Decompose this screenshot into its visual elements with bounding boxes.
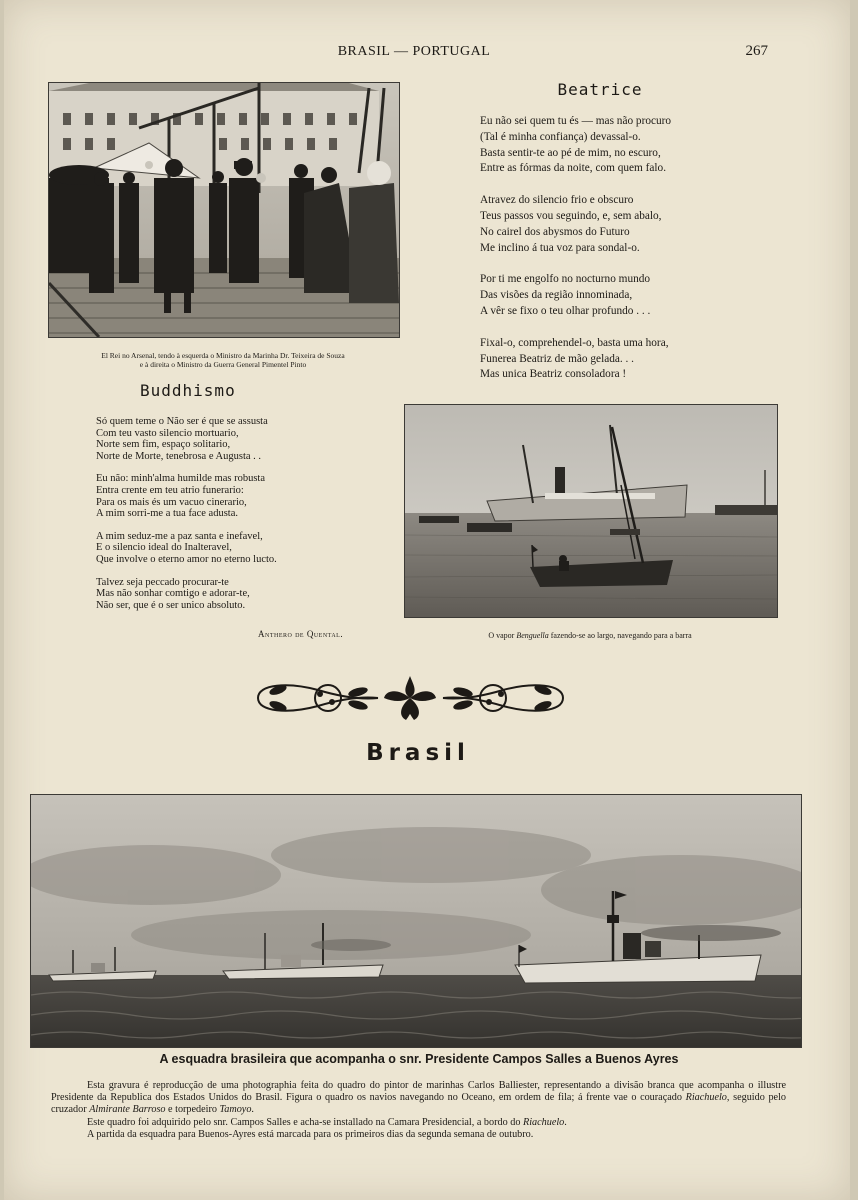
photo-king-caption: [48, 351, 398, 369]
article-text: , seguido pelo cruzador: [51, 1092, 786, 1116]
poem-line: Norte sem fim, espaço solitario,: [96, 439, 231, 451]
poem-title-beatrice: Beatrice: [557, 80, 643, 99]
poem-stanza: [480, 272, 740, 319]
poem-signature: Anthero de Quental.: [258, 629, 344, 639]
article-text: .: [564, 1116, 567, 1128]
floral-ornament-icon: [248, 670, 573, 726]
squadron-caption: A esquadra brasileira que acompanha o snr. Presidente Campos Salles a Buenos Ayres: [159, 1052, 679, 1066]
poem-line: Entra crente em teu atrio funerario:: [96, 484, 244, 496]
photo-brazilian-squadron: [30, 794, 802, 1048]
ship-name: Tamoyo: [219, 1104, 252, 1116]
photo-steamer-benguella: [404, 404, 778, 618]
article-text: Este quadro foi adquirido pelo snr. Campos Salles e acha-se installado na Camara Presidencial, a bordo do: [87, 1116, 523, 1128]
page-number: 267: [745, 43, 768, 59]
arsenal-scene-illustration: [49, 83, 399, 337]
harbour-scene-illustration: [405, 405, 777, 617]
poem-line: Eu não sei quem tu és — mas não procuro: [480, 115, 672, 127]
ship-name: Riachuelo: [685, 1092, 727, 1104]
magazine-page: [4, 0, 850, 1200]
poem-stanza: [96, 473, 356, 519]
squadron-painting-illustration: [31, 795, 801, 1047]
ship-name: Riachuelo: [522, 1116, 565, 1128]
poem-beatrice: [480, 114, 740, 399]
caption-line-2: e à direita o Ministro da Guerra General Pimentel Pinto: [139, 360, 307, 369]
photo-benguella-caption: [404, 631, 776, 640]
article-text: Esta gravura é reproducção de uma photographia feita do quadro do pintor de marinhas Carlos Balliester, representando a divisão branca que acompanha o illustre Presidente da Republica dos Estados Unidos do Brasil. Figura o quadro os navios navegando no Oceano, em ordem de fila; á frente vae o couraçado: [51, 1080, 786, 1104]
poem-line: E o silencio ideal do Inalteravel,: [96, 542, 232, 554]
photo-king-at-arsenal: [48, 82, 400, 338]
poem-title-buddhismo: Buddhismo: [140, 381, 236, 400]
running-header: BRASIL — PORTUGAL: [337, 44, 491, 59]
poem-stanza: [96, 577, 356, 612]
poem-line: Me inclino á tua voz para sondal-o.: [480, 241, 640, 254]
poem-line: Com teu vasto silencio mortuario,: [96, 427, 239, 439]
poem-stanza: [480, 336, 740, 383]
poem-line: Talvez seja peccado procurar-te: [96, 576, 229, 588]
poem-line: Basta sentir-te ao pé de mim, no escuro,: [480, 146, 661, 159]
poem-line: Das visões da região innominada,: [480, 289, 633, 302]
poem-stanza: [96, 416, 356, 462]
article-paragraph-1: [51, 1080, 786, 1117]
poem-line: Funerea Beatriz de mão gelada. . .: [480, 352, 635, 365]
poem-line: No cairel dos abysmos do Futuro: [480, 225, 630, 238]
article-paragraph-2: [80, 1117, 786, 1129]
poem-line: Por ti me engolfo no nocturno mundo: [480, 273, 651, 286]
article-paragraph-3: A partida da esquadra para Buenos-Ayres está marcada para os primeiros dias da segunda semana de outubro.: [87, 1128, 534, 1140]
poem-line: Mas não sonhar comtigo e adorar-te,: [96, 588, 250, 600]
caption-prefix: O vapor: [488, 631, 517, 640]
caption-line-1: El Rei no Arsenal, tendo à esquerda o Ministro da Marinha Dr. Teixeira de Souza: [101, 351, 345, 360]
poem-line: (Tal é minha confiança) devassal-o.: [480, 130, 641, 143]
poem-stanza: [96, 531, 356, 566]
poem-line: Entre as fórmas da noite, com quem falo.: [480, 162, 667, 175]
article-text: e torpedeiro: [165, 1104, 220, 1116]
poem-stanza: [480, 114, 740, 177]
floral-ornament-divider: [248, 670, 573, 731]
poem-line: Atravez do silencio frio e obscuro: [480, 194, 634, 207]
poem-line: Que involve o eterno amor no eterno lucto.: [96, 553, 277, 565]
poem-line: Norte de Morte, tenebrosa e Augusta . .: [96, 450, 262, 462]
caption-suffix: fazendo-se ao largo, navegando para a barra: [548, 631, 692, 640]
section-heading-brasil: Brasil: [366, 740, 470, 766]
article-body: [51, 1080, 786, 1141]
poem-buddhismo: [96, 416, 356, 622]
ship-name: Almirante Barroso: [89, 1104, 166, 1116]
poem-line: A vêr se fixo o teu olhar profundo . . .: [480, 304, 651, 317]
poem-line: Eu não: minh'alma humilde mas robusta: [96, 473, 265, 485]
poem-line: A mim seduz-me a paz santa e inefavel,: [96, 530, 263, 542]
poem-line: Não ser, que é o ser unico absoluto.: [96, 599, 246, 611]
poem-line: Mas unica Beatriz consoladora !: [480, 368, 627, 381]
poem-line: Fixal-o, comprehendel-o, basta uma hora,: [480, 336, 669, 349]
poem-stanza: [480, 193, 740, 256]
caption-ship-name: Benguella: [516, 631, 549, 640]
article-text: .: [251, 1104, 254, 1116]
poem-line: Só quem teme o Não ser é que se assusta: [96, 416, 268, 427]
poem-line: Para os mais és um vacuo cinerario,: [96, 496, 247, 508]
poem-line: Teus passos vou seguindo, e, sem abalo,: [480, 209, 662, 222]
poem-line: A mim sorri-me a tua face adusta.: [96, 508, 238, 520]
